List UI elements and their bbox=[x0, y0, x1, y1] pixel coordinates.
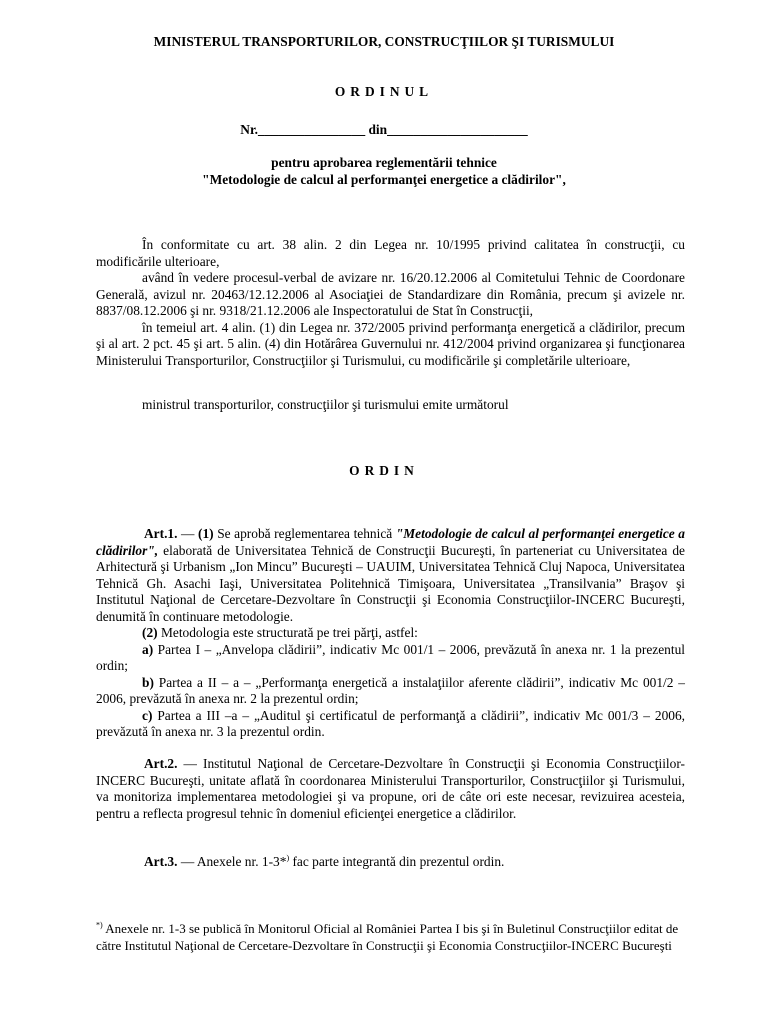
article-1-item-a bbox=[96, 642, 685, 675]
document-type-heading: ORDINUL bbox=[334, 84, 434, 99]
article-3-footnote-mark: ) bbox=[286, 853, 290, 863]
article-1-text-a: Se aprobă reglementarea tehnică bbox=[213, 526, 396, 541]
item-b-text: Partea a II – a – „Performanţa energetică a instalaţiilor aferente clădirii”, indicativ Mc 001/2 – 2006, prevăzută în anexa nr. 2 la prezentul ordin; bbox=[96, 674, 685, 706]
article-3-text-b: fac parte integrantă din prezentul ordin. bbox=[289, 854, 505, 869]
item-b-letter: b) bbox=[142, 674, 154, 690]
article-1-paragraph-2 bbox=[96, 625, 685, 642]
article-3-label: Art.3. bbox=[144, 854, 178, 869]
article-2-paragraph bbox=[96, 756, 685, 822]
article-1 bbox=[96, 526, 685, 741]
preamble-issuer-line bbox=[96, 397, 685, 414]
article-2-label: Art.2. bbox=[144, 756, 178, 771]
article-1-text-b: elaborată de Universitatea Tehnică de Construcţii Bucureşti, în parteneriat cu Universitatea de Arhitectură şi Urbanism „Ion Mincu” Bucureşti – UAUIM, Universitatea Tehnică Cluj Napoca, Universitatea Tehnică Gh. Asachi Iaşi, Universitatea Politehnică Timişoara, Universitatea „Transilvania” Braşov şi Institutul Naţional de Cercetare-Dezvoltare în Construcţii şi Economia Construcţiilor-INCERC Bucureşti, denumită în continuare metodologie. bbox=[96, 542, 685, 624]
article-1-item-b bbox=[96, 675, 685, 708]
article-3 bbox=[96, 854, 685, 871]
article-1-item-c bbox=[96, 708, 685, 741]
article-1-label: Art.1. bbox=[144, 526, 178, 541]
preamble-paragraph-1: În conformitate cu art. 38 alin. 2 din Legea nr. 10/1995 privind calitatea în construcţii, cu modificările ulterioare, bbox=[96, 237, 685, 269]
article-1-para-1-number: (1) bbox=[198, 526, 214, 541]
article-1-dash: — bbox=[177, 526, 199, 541]
item-c-text: Partea a III –a – „Auditul şi certificatul de performanţă a clădirii”, indicativ Mc 001/3 – 2006, prevăzută în anexa nr. 3 la prezentul ordin. bbox=[96, 707, 685, 739]
item-c-letter: c) bbox=[142, 707, 153, 723]
article-3-text-a: — Anexele nr. 1-3* bbox=[177, 854, 287, 869]
article-3-paragraph bbox=[96, 854, 685, 871]
footnote-divider bbox=[96, 915, 196, 916]
article-1-para-2-text: Metodologia este structurată pe trei părţi, astfel: bbox=[157, 625, 418, 640]
preamble-paragraph-2: având în vedere procesul-verbal de avizare nr. 16/20.12.2006 al Comitetului Tehnic de Coordonare Generală, avizul nr. 20463/12.12.2006 al Asociaţiei de Standardizare din România, precum şi avizele nr. 8837/08.12.2006 şi nr. 9318/21.12.2006 ale Inspectoratului de Stat în Construcţii, bbox=[96, 270, 685, 318]
article-1-regulation-title: "Metodologie de calcul al performanţei energetice a clădirilor", bbox=[96, 526, 685, 558]
ministry-heading: MINISTERUL TRANSPORTURILOR, CONSTRUCŢIILOR ŞI TURISMULUI bbox=[153, 34, 615, 49]
footnote bbox=[96, 921, 696, 954]
item-a-text: Partea I – „Anvelopa clădirii”, indicativ Mc 001/1 – 2006, prevăzută în anexa nr. 1 la prezentul ordin; bbox=[96, 641, 685, 673]
footnote-mark: *) bbox=[96, 920, 103, 930]
subject-line-1: pentru aprobarea reglementării tehnice bbox=[271, 155, 497, 170]
order-title: ORDIN bbox=[349, 463, 419, 478]
preamble-paragraph-4: ministrul transporturilor, construcţiilor şi turismului emite următorul bbox=[142, 397, 509, 412]
article-1-paragraph-1 bbox=[96, 526, 685, 625]
item-a-letter: a) bbox=[142, 641, 154, 657]
article-2-text: — Institutul Naţional de Cercetare-Dezvoltare în Construcţii şi Economia Construcţiilor-INCERC Bucureşti, unitate aflată în coordonarea Ministerului Transporturilor, Construcţiilor şi Turismului, va monitoriza implementarea metodologiei şi va propune, ori de câte ori este necesar, revizuirea acesteia, pentru a reflecta progresul tehnic în domeniul eficienţei energetice a clădirilor. bbox=[96, 756, 685, 821]
article-1-para-2-number: (2) bbox=[142, 625, 158, 640]
footnote-paragraph bbox=[96, 921, 696, 954]
subject-line-2: "Metodologie de calcul al performanţei energetice a clădirilor", bbox=[202, 172, 566, 187]
preamble-paragraph-3: în temeiul art. 4 alin. (1) din Legea nr. 372/2005 privind performanţa energetică a clădirilor, precum şi al art. 2 pct. 45 şi art. 5 alin. (4) din Hotărârea Guvernului nr. 412/2004 privind organizarea şi funcţionarea Ministerului Transporturilor, Construcţiilor şi Turismului, cu modificările şi completările ulterioare, bbox=[96, 319, 685, 368]
article-2 bbox=[96, 756, 685, 822]
footnote-text: Anexele nr. 1-3 se publică în Monitorul Oficial al României Partea I bis şi în Buletinul Construcţiilor editat de către Institutul Naţional de Cercetare-Dezvoltare în Construcţii şi Economia Construcţiilor-INCERC Bucureşti bbox=[96, 921, 679, 953]
preamble bbox=[96, 237, 685, 369]
number-and-date-line: Nr.________________ din_____________________ bbox=[240, 122, 528, 137]
